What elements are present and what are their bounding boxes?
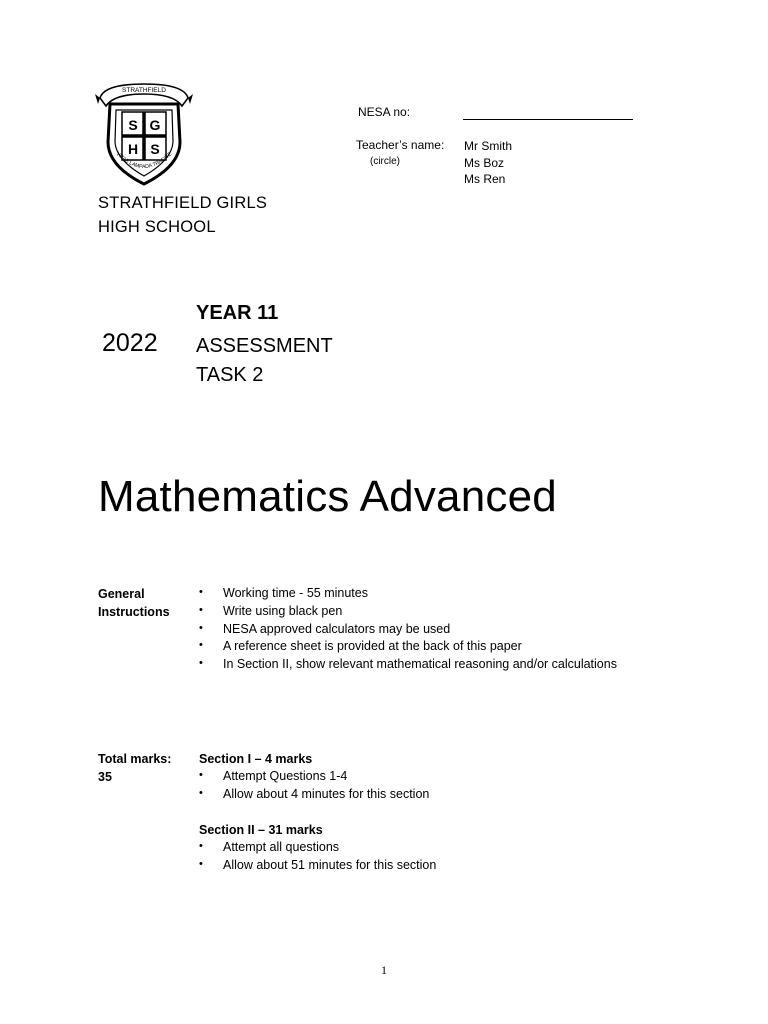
section-2-list [199, 839, 436, 875]
section-1-heading: Section I – 4 marks [199, 752, 313, 766]
school-crest-logo [94, 80, 194, 188]
list-item [199, 603, 617, 621]
school-name [98, 191, 267, 239]
task-label: TASK 2 [196, 364, 264, 386]
general-label-line1: General [98, 587, 145, 601]
teacher-option[interactable]: Ms Boz [464, 155, 505, 170]
assessment-label: ASSESSMENT [196, 335, 333, 357]
section-2-heading: Section II – 31 marks [199, 823, 323, 837]
bullet: • [199, 786, 203, 799]
school-name-line1: STRATHFIELD GIRLS [98, 194, 268, 212]
bullet: • [199, 857, 203, 870]
list-item-text: A reference sheet is provided at the back of this paper [223, 639, 522, 654]
total-marks-label: Total marks: [98, 752, 172, 766]
crest-letter-s1: S [128, 117, 138, 133]
crest-banner-text: STRATHFIELD [122, 87, 166, 94]
total-marks-value: 35 [98, 770, 112, 784]
bullet: • [199, 657, 203, 670]
section-2 [199, 821, 436, 875]
crest-letter-s2: S [150, 141, 160, 157]
exam-year: 2022 [102, 329, 158, 357]
section-1 [199, 750, 429, 804]
teacher-options [464, 138, 512, 188]
circle-instruction: (circle) [370, 156, 400, 167]
bullet: • [199, 603, 203, 616]
list-item [199, 768, 429, 786]
list-item [199, 656, 617, 674]
list-item-text: Allow about 4 minutes for this section [223, 786, 430, 801]
bullet: • [199, 769, 203, 781]
crest-letter-g: G [149, 117, 161, 133]
teacher-option[interactable]: Mr Smith [464, 139, 512, 153]
general-instructions-list [199, 585, 617, 674]
list-item [199, 585, 617, 603]
list-item [199, 839, 436, 857]
list-item-text: Write using black pen [223, 603, 343, 618]
section-1-list [199, 768, 429, 804]
list-item [199, 786, 429, 804]
nesa-number-label: NESA no: [358, 105, 411, 119]
bullet: • [199, 586, 203, 598]
list-item-text: In Section II, show relevant mathematical reasoning and/or calculations [223, 657, 617, 672]
school-name-line2: HIGH SCHOOL [98, 218, 216, 236]
bullet: • [199, 840, 203, 852]
list-item-text: NESA approved calculators may be used [223, 621, 451, 636]
list-item-text: Allow about 51 minutes for this section [223, 857, 437, 872]
bullet: • [199, 639, 203, 652]
year-level: YEAR 11 [196, 302, 279, 324]
list-item-text: Attempt all questions [223, 840, 340, 854]
teacher-option[interactable]: Ms Ren [464, 172, 506, 186]
assessment-task [196, 332, 333, 390]
list-item [199, 621, 617, 639]
page-number: 1 [381, 963, 387, 977]
list-item [199, 638, 617, 656]
general-label-line2: Instructions [98, 605, 170, 619]
list-item [199, 857, 436, 875]
subject-title: Mathematics Advanced [98, 472, 557, 521]
nesa-number-field[interactable] [463, 119, 633, 120]
total-marks [98, 750, 171, 786]
teacher-name-label: Teacher’s name: [356, 138, 445, 152]
crest-motto: VITAE LAMPADA TRADITE [114, 151, 174, 171]
general-instructions-label [98, 585, 170, 621]
list-item-text: Working time - 55 minutes [223, 586, 368, 600]
list-item-text: Attempt Questions 1-4 [223, 769, 348, 783]
crest-letter-h: H [127, 141, 139, 157]
bullet: • [199, 621, 203, 634]
